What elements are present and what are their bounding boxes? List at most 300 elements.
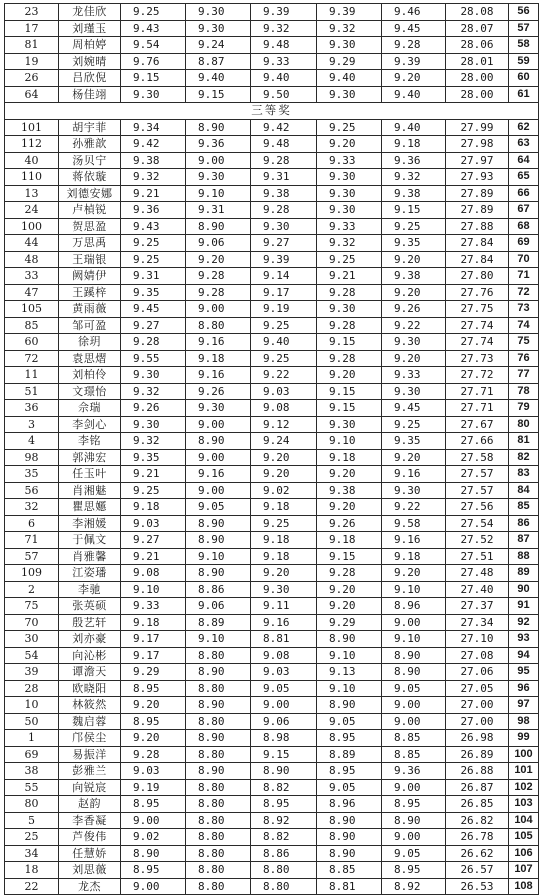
contestant-name: 周柏婷 bbox=[59, 37, 121, 54]
rank: 76 bbox=[509, 350, 539, 367]
score-2: 8.80 bbox=[186, 713, 251, 730]
total-score: 27.57 bbox=[446, 466, 509, 483]
score-2: 9.30 bbox=[186, 4, 251, 21]
contestant-id: 18 bbox=[5, 862, 59, 879]
score-1: 9.32 bbox=[121, 169, 186, 186]
contestant-id: 33 bbox=[5, 268, 59, 285]
score-1: 9.36 bbox=[121, 202, 186, 219]
contestant-id: 24 bbox=[5, 202, 59, 219]
contestant-id: 72 bbox=[5, 350, 59, 367]
score-1: 9.27 bbox=[121, 317, 186, 334]
contestant-id: 28 bbox=[5, 680, 59, 697]
score-2: 9.15 bbox=[186, 86, 251, 103]
total-score: 27.54 bbox=[446, 515, 509, 532]
score-1: 9.32 bbox=[121, 383, 186, 400]
score-4: 9.05 bbox=[317, 713, 382, 730]
total-score: 26.82 bbox=[446, 812, 509, 829]
score-2: 8.90 bbox=[186, 515, 251, 532]
rank: 103 bbox=[509, 796, 539, 813]
contestant-id: 60 bbox=[5, 334, 59, 351]
total-score: 27.99 bbox=[446, 119, 509, 136]
contestant-name: 谭澹天 bbox=[59, 664, 121, 681]
score-3: 9.20 bbox=[251, 466, 317, 483]
score-5: 9.00 bbox=[382, 697, 446, 714]
table-row bbox=[5, 4, 539, 21]
score-3: 9.15 bbox=[251, 746, 317, 763]
contestant-id: 48 bbox=[5, 251, 59, 268]
score-2: 9.18 bbox=[186, 350, 251, 367]
score-3: 9.16 bbox=[251, 614, 317, 631]
score-4: 9.20 bbox=[317, 499, 382, 516]
contestant-id: 3 bbox=[5, 416, 59, 433]
contestant-name: 李驰 bbox=[59, 581, 121, 598]
score-4: 9.20 bbox=[317, 598, 382, 615]
score-5: 9.38 bbox=[382, 268, 446, 285]
score-5: 9.40 bbox=[382, 119, 446, 136]
score-5: 9.38 bbox=[382, 185, 446, 202]
table-row bbox=[5, 466, 539, 483]
contestant-name: 邝侯尘 bbox=[59, 730, 121, 747]
score-4: 9.30 bbox=[317, 185, 382, 202]
total-score: 27.34 bbox=[446, 614, 509, 631]
total-score: 28.01 bbox=[446, 53, 509, 70]
contestant-id: 6 bbox=[5, 515, 59, 532]
total-score: 26.53 bbox=[446, 878, 509, 895]
score-2: 9.28 bbox=[186, 268, 251, 285]
score-2: 9.00 bbox=[186, 152, 251, 169]
score-5: 8.95 bbox=[382, 862, 446, 879]
score-4: 9.26 bbox=[317, 515, 382, 532]
score-5: 9.00 bbox=[382, 614, 446, 631]
table-row bbox=[5, 713, 539, 730]
section-title: 三等奖 bbox=[5, 103, 539, 120]
total-score: 27.76 bbox=[446, 284, 509, 301]
contestant-name: 芦俊伟 bbox=[59, 829, 121, 846]
score-3: 9.06 bbox=[251, 713, 317, 730]
total-score: 27.10 bbox=[446, 631, 509, 648]
score-2: 9.30 bbox=[186, 400, 251, 417]
score-1: 9.18 bbox=[121, 614, 186, 631]
contestant-name: 殷艺轩 bbox=[59, 614, 121, 631]
contestant-id: 10 bbox=[5, 697, 59, 714]
score-5: 8.90 bbox=[382, 812, 446, 829]
score-3: 9.18 bbox=[251, 548, 317, 565]
rank: 102 bbox=[509, 779, 539, 796]
table-row bbox=[5, 136, 539, 153]
score-2: 9.16 bbox=[186, 367, 251, 384]
score-4: 9.15 bbox=[317, 383, 382, 400]
contestant-id: 40 bbox=[5, 152, 59, 169]
total-score: 28.07 bbox=[446, 20, 509, 37]
score-2: 9.05 bbox=[186, 499, 251, 516]
rank: 86 bbox=[509, 515, 539, 532]
contestant-id: 39 bbox=[5, 664, 59, 681]
score-2: 9.28 bbox=[186, 284, 251, 301]
score-5: 9.20 bbox=[382, 449, 446, 466]
total-score: 27.74 bbox=[446, 334, 509, 351]
contestant-id: 70 bbox=[5, 614, 59, 631]
score-1: 9.25 bbox=[121, 235, 186, 252]
contestant-id: 56 bbox=[5, 482, 59, 499]
score-4: 9.18 bbox=[317, 449, 382, 466]
total-score: 26.78 bbox=[446, 829, 509, 846]
score-4: 8.90 bbox=[317, 631, 382, 648]
score-5: 9.00 bbox=[382, 713, 446, 730]
rank: 100 bbox=[509, 746, 539, 763]
contestant-name: 肖湘魅 bbox=[59, 482, 121, 499]
table-row bbox=[5, 779, 539, 796]
score-4: 9.32 bbox=[317, 20, 382, 37]
rank: 98 bbox=[509, 713, 539, 730]
contestant-id: 105 bbox=[5, 301, 59, 318]
total-score: 26.57 bbox=[446, 862, 509, 879]
score-5: 9.36 bbox=[382, 152, 446, 169]
score-3: 9.17 bbox=[251, 284, 317, 301]
rank: 96 bbox=[509, 680, 539, 697]
score-5: 8.90 bbox=[382, 647, 446, 664]
table-row bbox=[5, 268, 539, 285]
score-1: 9.35 bbox=[121, 284, 186, 301]
contestant-name: 卢楨锐 bbox=[59, 202, 121, 219]
total-score: 27.52 bbox=[446, 532, 509, 549]
score-5: 9.58 bbox=[382, 515, 446, 532]
total-score: 27.89 bbox=[446, 202, 509, 219]
total-score: 27.67 bbox=[446, 416, 509, 433]
score-4: 9.10 bbox=[317, 433, 382, 450]
rank: 108 bbox=[509, 878, 539, 895]
score-1: 8.95 bbox=[121, 680, 186, 697]
score-1: 9.32 bbox=[121, 433, 186, 450]
score-3: 9.25 bbox=[251, 317, 317, 334]
score-3: 9.31 bbox=[251, 169, 317, 186]
contestant-name: 任慧娇 bbox=[59, 845, 121, 862]
score-2: 9.36 bbox=[186, 136, 251, 153]
contestant-name: 蒋依璇 bbox=[59, 169, 121, 186]
results-sheet bbox=[4, 3, 538, 895]
score-4: 9.20 bbox=[317, 367, 382, 384]
score-5: 9.18 bbox=[382, 548, 446, 565]
contestant-name: 袁思熠 bbox=[59, 350, 121, 367]
score-5: 9.00 bbox=[382, 779, 446, 796]
score-1: 9.00 bbox=[121, 812, 186, 829]
rank: 63 bbox=[509, 136, 539, 153]
total-score: 27.56 bbox=[446, 499, 509, 516]
table-row bbox=[5, 449, 539, 466]
score-3: 8.81 bbox=[251, 631, 317, 648]
total-score: 27.71 bbox=[446, 383, 509, 400]
total-score: 27.97 bbox=[446, 152, 509, 169]
table-row bbox=[5, 383, 539, 400]
rank: 78 bbox=[509, 383, 539, 400]
score-5: 9.00 bbox=[382, 829, 446, 846]
score-4: 9.15 bbox=[317, 334, 382, 351]
contestant-id: 38 bbox=[5, 763, 59, 780]
score-5: 9.20 bbox=[382, 350, 446, 367]
contestant-name: 李香凝 bbox=[59, 812, 121, 829]
total-score: 26.98 bbox=[446, 730, 509, 747]
table-row bbox=[5, 631, 539, 648]
rank: 64 bbox=[509, 152, 539, 169]
score-3: 9.12 bbox=[251, 416, 317, 433]
score-5: 9.20 bbox=[382, 70, 446, 87]
score-1: 9.31 bbox=[121, 268, 186, 285]
rank: 68 bbox=[509, 218, 539, 235]
contestant-name: 汤贝宁 bbox=[59, 152, 121, 169]
score-4: 9.28 bbox=[317, 284, 382, 301]
score-5: 8.96 bbox=[382, 598, 446, 615]
total-score: 26.88 bbox=[446, 763, 509, 780]
contestant-name: 任玉叶 bbox=[59, 466, 121, 483]
score-2: 8.90 bbox=[186, 763, 251, 780]
contestant-name: 刘德安娜 bbox=[59, 185, 121, 202]
score-4: 9.25 bbox=[317, 119, 382, 136]
score-5: 9.18 bbox=[382, 136, 446, 153]
table-row bbox=[5, 763, 539, 780]
table-row bbox=[5, 86, 539, 103]
contestant-id: 101 bbox=[5, 119, 59, 136]
total-score: 27.48 bbox=[446, 565, 509, 582]
score-5: 9.20 bbox=[382, 284, 446, 301]
score-4: 9.05 bbox=[317, 779, 382, 796]
contestant-name: 张英硕 bbox=[59, 598, 121, 615]
score-2: 9.00 bbox=[186, 482, 251, 499]
score-3: 9.03 bbox=[251, 664, 317, 681]
score-2: 8.90 bbox=[186, 532, 251, 549]
score-2: 8.80 bbox=[186, 680, 251, 697]
total-score: 26.85 bbox=[446, 796, 509, 813]
rank: 97 bbox=[509, 697, 539, 714]
contestant-id: 57 bbox=[5, 548, 59, 565]
score-4: 8.85 bbox=[317, 862, 382, 879]
table-row bbox=[5, 433, 539, 450]
score-4: 9.30 bbox=[317, 416, 382, 433]
table-row bbox=[5, 202, 539, 219]
score-3: 9.00 bbox=[251, 697, 317, 714]
score-4: 9.40 bbox=[317, 70, 382, 87]
score-5: 9.20 bbox=[382, 251, 446, 268]
score-1: 9.29 bbox=[121, 664, 186, 681]
score-1: 9.45 bbox=[121, 301, 186, 318]
score-1: 9.20 bbox=[121, 697, 186, 714]
contestant-id: 30 bbox=[5, 631, 59, 648]
score-1: 9.21 bbox=[121, 185, 186, 202]
score-1: 9.33 bbox=[121, 598, 186, 615]
score-3: 9.14 bbox=[251, 268, 317, 285]
score-1: 8.95 bbox=[121, 862, 186, 879]
contestant-name: 贺思盈 bbox=[59, 218, 121, 235]
score-3: 9.25 bbox=[251, 350, 317, 367]
score-2: 8.80 bbox=[186, 317, 251, 334]
table-row bbox=[5, 235, 539, 252]
score-4: 8.90 bbox=[317, 812, 382, 829]
rank: 73 bbox=[509, 301, 539, 318]
score-3: 8.86 bbox=[251, 845, 317, 862]
table-row bbox=[5, 532, 539, 549]
rank: 92 bbox=[509, 614, 539, 631]
contestant-name: 胡宇菲 bbox=[59, 119, 121, 136]
rank: 93 bbox=[509, 631, 539, 648]
rank: 95 bbox=[509, 664, 539, 681]
contestant-id: 109 bbox=[5, 565, 59, 582]
score-2: 8.80 bbox=[186, 796, 251, 813]
total-score: 27.84 bbox=[446, 251, 509, 268]
score-2: 9.00 bbox=[186, 449, 251, 466]
score-1: 9.34 bbox=[121, 119, 186, 136]
rank: 66 bbox=[509, 185, 539, 202]
table-row bbox=[5, 400, 539, 417]
score-1: 9.35 bbox=[121, 449, 186, 466]
contestant-id: 1 bbox=[5, 730, 59, 747]
contestant-name: 赵韵 bbox=[59, 796, 121, 813]
total-score: 27.66 bbox=[446, 433, 509, 450]
contestant-id: 13 bbox=[5, 185, 59, 202]
score-3: 9.19 bbox=[251, 301, 317, 318]
score-3: 9.40 bbox=[251, 334, 317, 351]
score-3: 9.05 bbox=[251, 680, 317, 697]
table-row bbox=[5, 614, 539, 631]
score-3: 9.27 bbox=[251, 235, 317, 252]
score-2: 8.90 bbox=[186, 565, 251, 582]
score-5: 9.25 bbox=[382, 416, 446, 433]
score-1: 9.27 bbox=[121, 532, 186, 549]
score-4: 9.18 bbox=[317, 532, 382, 549]
score-3: 9.30 bbox=[251, 218, 317, 235]
contestant-name: 向沁彬 bbox=[59, 647, 121, 664]
score-2: 9.06 bbox=[186, 235, 251, 252]
score-2: 8.80 bbox=[186, 647, 251, 664]
rank: 67 bbox=[509, 202, 539, 219]
table-row bbox=[5, 218, 539, 235]
total-score: 28.00 bbox=[446, 86, 509, 103]
total-score: 28.06 bbox=[446, 37, 509, 54]
contestant-id: 85 bbox=[5, 317, 59, 334]
score-2: 9.26 bbox=[186, 383, 251, 400]
score-1: 9.20 bbox=[121, 730, 186, 747]
score-2: 9.10 bbox=[186, 548, 251, 565]
total-score: 27.71 bbox=[446, 400, 509, 417]
score-3: 8.95 bbox=[251, 796, 317, 813]
score-1: 9.00 bbox=[121, 878, 186, 895]
contestant-id: 25 bbox=[5, 829, 59, 846]
score-5: 9.33 bbox=[382, 367, 446, 384]
score-5: 9.28 bbox=[382, 37, 446, 54]
rank: 57 bbox=[509, 20, 539, 37]
score-2: 8.90 bbox=[186, 218, 251, 235]
score-1: 8.95 bbox=[121, 796, 186, 813]
total-score: 27.89 bbox=[446, 185, 509, 202]
table-row bbox=[5, 812, 539, 829]
score-1: 9.28 bbox=[121, 746, 186, 763]
score-1: 9.76 bbox=[121, 53, 186, 70]
contestant-name: 龙佳欣 bbox=[59, 4, 121, 21]
score-4: 9.15 bbox=[317, 548, 382, 565]
score-4: 8.95 bbox=[317, 763, 382, 780]
score-5: 8.90 bbox=[382, 664, 446, 681]
score-3: 9.40 bbox=[251, 70, 317, 87]
score-3: 9.22 bbox=[251, 367, 317, 384]
score-5: 9.26 bbox=[382, 301, 446, 318]
section-third-prize bbox=[5, 103, 539, 120]
score-4: 8.95 bbox=[317, 730, 382, 747]
contestant-id: 47 bbox=[5, 284, 59, 301]
table-row bbox=[5, 845, 539, 862]
table-row bbox=[5, 565, 539, 582]
score-5: 9.32 bbox=[382, 169, 446, 186]
score-3: 9.48 bbox=[251, 37, 317, 54]
score-3: 9.25 bbox=[251, 515, 317, 532]
contestant-id: 44 bbox=[5, 235, 59, 252]
rank: 106 bbox=[509, 845, 539, 862]
score-4: 9.25 bbox=[317, 251, 382, 268]
score-2: 8.80 bbox=[186, 746, 251, 763]
table-row bbox=[5, 829, 539, 846]
score-1: 8.90 bbox=[121, 845, 186, 862]
score-2: 9.31 bbox=[186, 202, 251, 219]
contestant-id: 26 bbox=[5, 70, 59, 87]
score-2: 8.89 bbox=[186, 614, 251, 631]
score-3: 9.20 bbox=[251, 565, 317, 582]
contestant-id: 98 bbox=[5, 449, 59, 466]
score-1: 9.54 bbox=[121, 37, 186, 54]
table-row bbox=[5, 70, 539, 87]
contestant-name: 徐玥 bbox=[59, 334, 121, 351]
score-5: 9.22 bbox=[382, 499, 446, 516]
rank: 58 bbox=[509, 37, 539, 54]
contestant-id: 34 bbox=[5, 845, 59, 862]
score-4: 9.20 bbox=[317, 136, 382, 153]
table-row bbox=[5, 53, 539, 70]
table-row bbox=[5, 730, 539, 747]
table-row bbox=[5, 169, 539, 186]
total-score: 27.98 bbox=[446, 136, 509, 153]
score-1: 9.18 bbox=[121, 499, 186, 516]
score-3: 9.08 bbox=[251, 400, 317, 417]
rank: 105 bbox=[509, 829, 539, 846]
contestant-name: 林筱然 bbox=[59, 697, 121, 714]
score-5: 9.16 bbox=[382, 532, 446, 549]
score-1: 9.03 bbox=[121, 515, 186, 532]
score-2: 8.87 bbox=[186, 53, 251, 70]
score-4: 9.30 bbox=[317, 86, 382, 103]
rank: 82 bbox=[509, 449, 539, 466]
total-score: 27.37 bbox=[446, 598, 509, 615]
contestant-name: 向锐宸 bbox=[59, 779, 121, 796]
contestant-id: 32 bbox=[5, 499, 59, 516]
score-1: 9.21 bbox=[121, 466, 186, 483]
score-3: 9.39 bbox=[251, 4, 317, 21]
score-4: 9.28 bbox=[317, 565, 382, 582]
score-5: 9.25 bbox=[382, 218, 446, 235]
score-4: 9.33 bbox=[317, 218, 382, 235]
rank: 83 bbox=[509, 466, 539, 483]
score-3: 8.82 bbox=[251, 829, 317, 846]
contestant-name: 郭沸宏 bbox=[59, 449, 121, 466]
contestant-id: 35 bbox=[5, 466, 59, 483]
score-3: 9.33 bbox=[251, 53, 317, 70]
contestant-id: 69 bbox=[5, 746, 59, 763]
score-4: 9.39 bbox=[317, 4, 382, 21]
contestant-id: 71 bbox=[5, 532, 59, 549]
score-5: 8.85 bbox=[382, 730, 446, 747]
score-4: 9.13 bbox=[317, 664, 382, 681]
total-score: 26.87 bbox=[446, 779, 509, 796]
score-3: 9.11 bbox=[251, 598, 317, 615]
table-row bbox=[5, 152, 539, 169]
score-3: 8.80 bbox=[251, 878, 317, 895]
score-5: 8.95 bbox=[382, 796, 446, 813]
contestant-name: 易振洋 bbox=[59, 746, 121, 763]
score-3: 8.98 bbox=[251, 730, 317, 747]
